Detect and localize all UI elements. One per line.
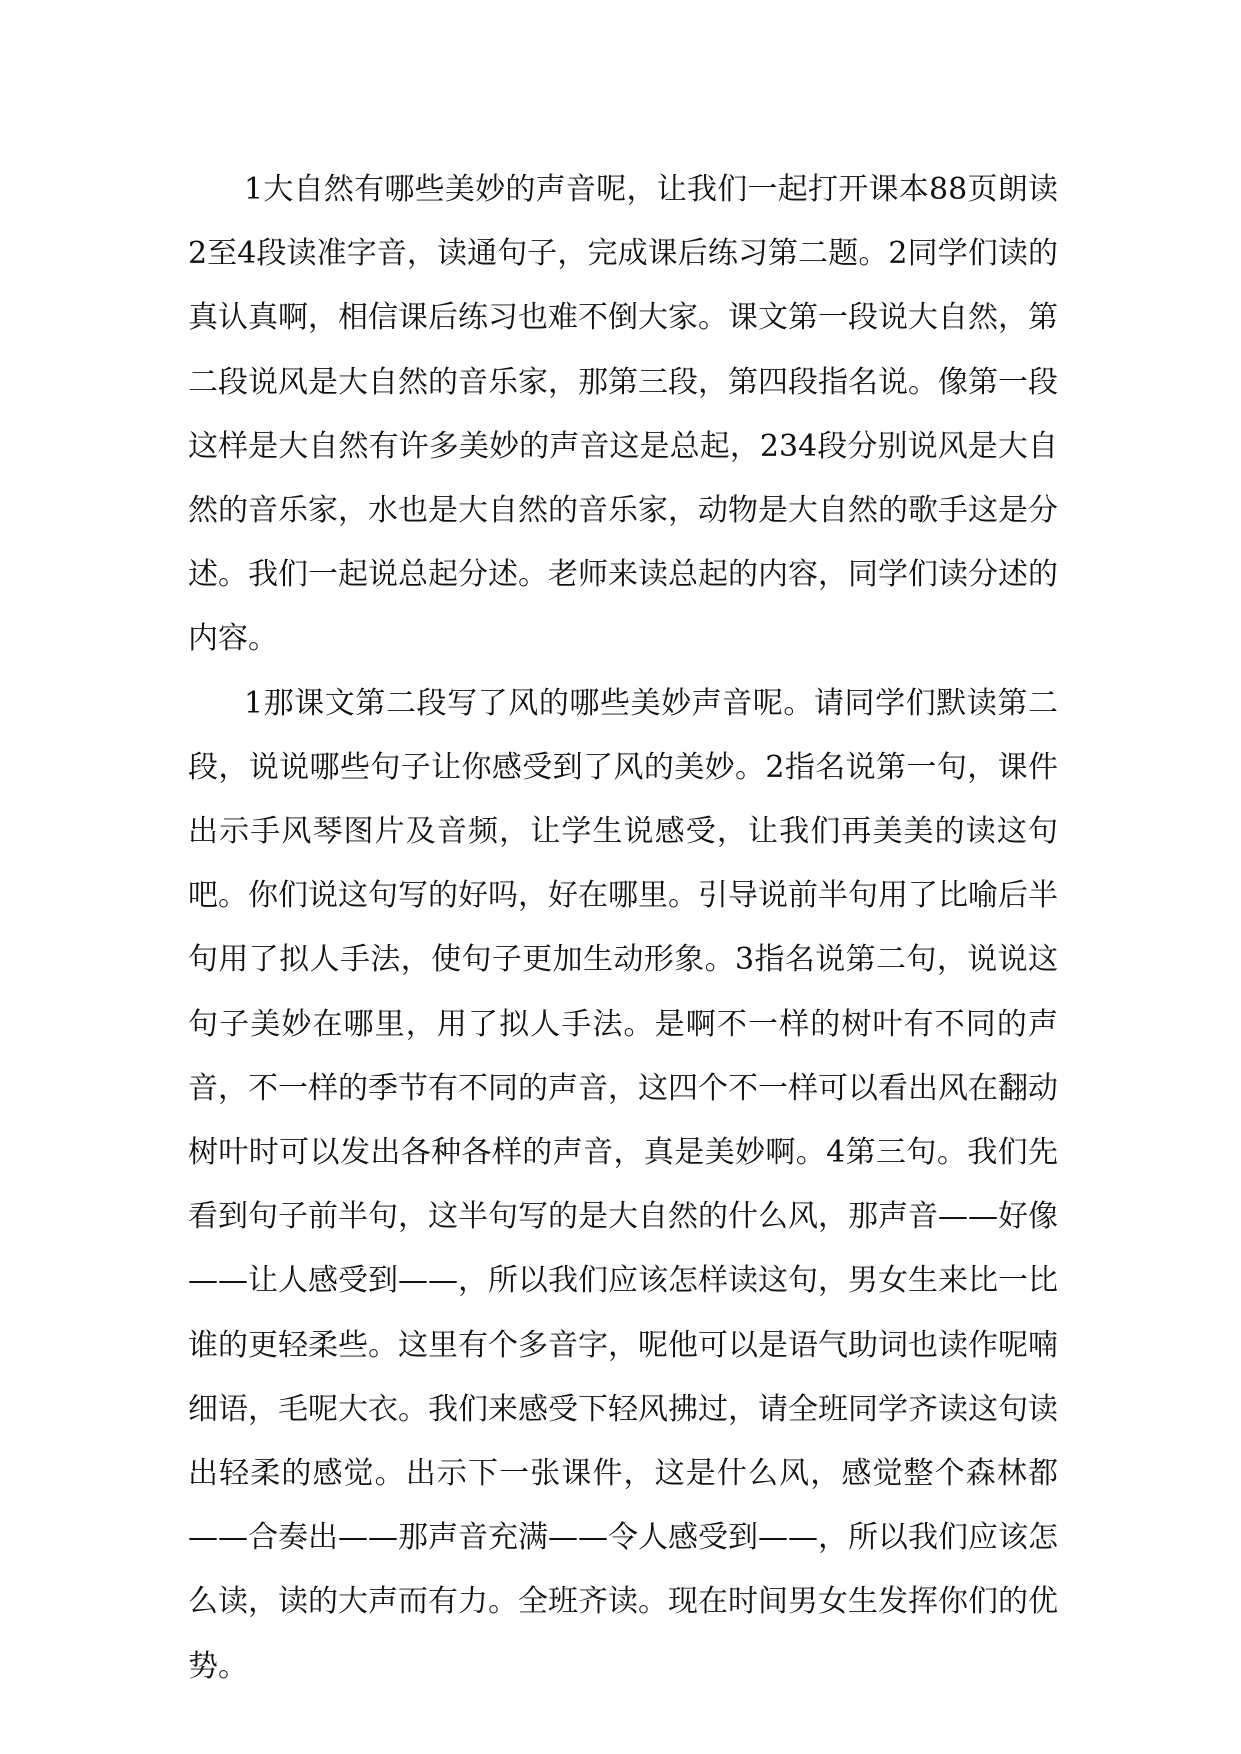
paragraph-wind-section: 1那课文第二段写了风的哪些美妙声音呢。请同学们默读第二段，说说哪些句子让你感受到了风的美妙。2指名说第一句，课件出示手风琴图片及音频，让学生说感受，让我们再美美的读这句吧。你们说这句写的好吗，好在哪里。引导说前半句用了比喻后半句用了拟人手法，使句子更加生动形象。3指名说第二句，说说这句子美妙在哪里，用了拟人手法。是啊不一样的树叶有不同的声音，不一样的季节有不同的声音，这四个不一样可以看出风在翻动树叶时可以发出各种各样的声音，真是美妙啊。4第三句。我们先看到句子前半句，这半句写的是大自然的什么风，那声音——好像——让人感受到——，所以我们应该怎样读这句，男女生来比一比谁的更轻柔些。这里有个多音字，呢他可以是语气助词也读作呢喃细语，毛呢大衣。我们来感受下轻风拂过，请全班同学齐读这句读出轻柔的感觉。出示下一张课件，这是什么风，感觉整个森林都——合奏出——那声音充满——令人感受到——，所以我们应该怎么读，读的大声而有力。全班齐读。现在时间男女生发挥你们的优势。 [188, 685, 1058, 1684]
document-page [188, 158, 1058, 1699]
paragraph-intro: 1大自然有哪些美妙的声音呢，让我们一起打开课本88页朗读2至4段读准字音，读通句子，完成课后练习第二题。2同学们读的真认真啊，相信课后练习也难不倒大家。课文第一段说大自然，第二段说风是大自然的音乐家，那第三段，第四段指名说。像第一段这样是大自然有许多美妙的声音这是总起，234段分别说风是大自然的音乐家，水也是大自然的音乐家，动物是大自然的歌手这是分述。我们一起说总起分述。老师来读总起的内容，同学们读分述的内容。 [188, 172, 1058, 657]
